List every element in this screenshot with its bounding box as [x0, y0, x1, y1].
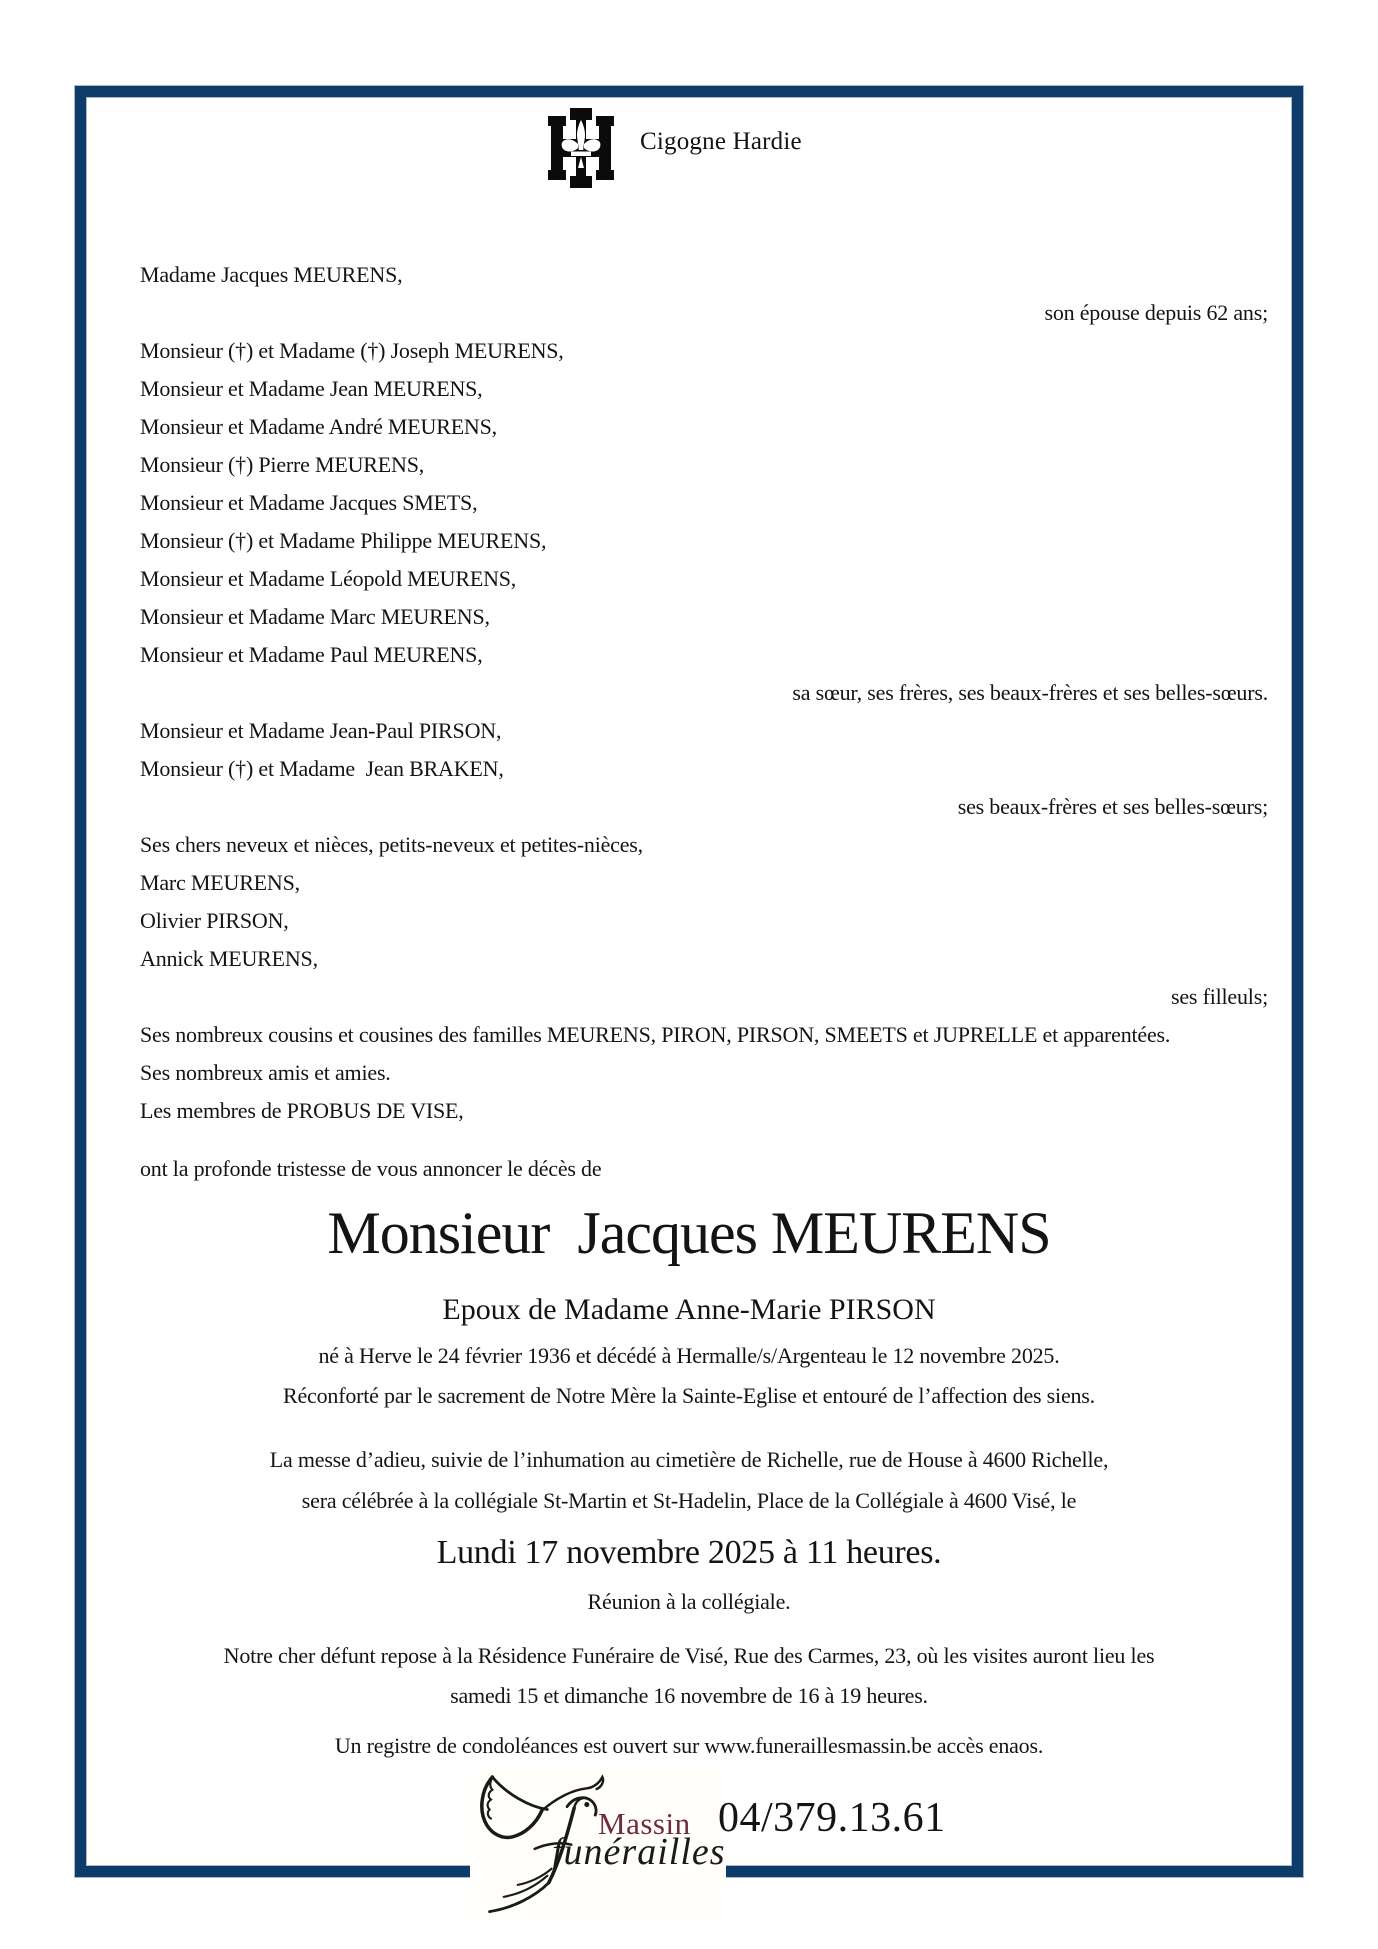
- family-line: Monsieur et Madame Jacques SMETS,: [140, 490, 478, 515]
- family-line: Monsieur et Madame André MEURENS,: [140, 414, 497, 439]
- family-line: Marc MEURENS,: [140, 870, 300, 895]
- family-line: Monsieur et Madame Jean-Paul PIRSON,: [140, 718, 502, 743]
- ceremony-line-1: La messe d’adieu, suivie de l’inhumation au cimetière de Richelle, rue de House à 4600 Richelle,: [269, 1447, 1109, 1472]
- family-line: Monsieur et Madame Paul MEURENS,: [140, 642, 483, 667]
- family-line: Monsieur et Madame Jean MEURENS,: [140, 376, 483, 401]
- birth-death-line: né à Herve le 24 février 1936 et décédé à Hermalle/s/Argenteau le 12 novembre 2025.: [318, 1343, 1060, 1368]
- family-line: ses beaux-frères et ses belles-sœurs;: [957, 794, 1268, 819]
- deceased-name: Monsieur Jacques MEURENS: [327, 1200, 1051, 1266]
- family-line: Monsieur (†) Pierre MEURENS,: [140, 452, 425, 477]
- ceremony-line-2: sera célébrée à la collégiale St-Martin et St-Hadelin, Place de la Collégiale à 4600 Visé, le: [301, 1488, 1077, 1513]
- family-line: Monsieur (†) et Madame (†) Joseph MEURENS,: [140, 338, 564, 363]
- family-list: [140, 256, 1268, 1130]
- family-line: Annick MEURENS,: [140, 946, 318, 971]
- spouse-line: Epoux de Madame Anne-Marie PIRSON: [442, 1293, 936, 1326]
- family-line: Monsieur et Madame Marc MEURENS,: [140, 604, 490, 629]
- family-line: Ses nombreux amis et amies.: [140, 1060, 391, 1085]
- announcement-intro: ont la profonde tristesse de vous annoncer le décès de: [140, 1156, 602, 1181]
- family-line: son épouse depuis 62 ans;: [1044, 300, 1268, 325]
- family-line: Monsieur (†) et Madame Jean BRAKEN,: [140, 756, 504, 781]
- family-line: Monsieur et Madame Léopold MEURENS,: [140, 566, 517, 591]
- family-line: Ses chers neveux et nièces, petits-neveux et petites-nièces,: [140, 832, 643, 857]
- phone-number: 04/379.13.61: [718, 1795, 946, 1841]
- family-line: Olivier PIRSON,: [140, 908, 289, 933]
- comfort-line: Réconforté par le sacrement de Notre Mère la Sainte-Eglise et entouré de l’affection des siens.: [283, 1383, 1095, 1408]
- visitation-line-1: Notre cher défunt repose à la Résidence Funéraire de Visé, Rue des Carmes, 23, où les visites auront lieu les: [223, 1643, 1155, 1668]
- family-line: Madame Jacques MEURENS,: [140, 262, 403, 287]
- family-line: Monsieur (†) et Madame Philippe MEURENS,: [140, 528, 547, 553]
- register-line: Un registre de condoléances est ouvert sur www.funeraillesmassin.be accès enaos.: [334, 1733, 1044, 1758]
- funeral-home-logo: [470, 1768, 726, 1918]
- ceremony-datetime: Lundi 17 novembre 2025 à 11 heures.: [436, 1534, 942, 1571]
- funeral-home-type: funérailles: [552, 1831, 726, 1873]
- cigogne-hardie-monogram-icon: [545, 108, 617, 188]
- family-line: Ses nombreux cousins et cousines des familles MEURENS, PIRON, PIRSON, SMEETS et JUPRELLE et apparentées.: [140, 1022, 1171, 1047]
- family-line: Les membres de PROBUS DE VISE,: [140, 1098, 464, 1123]
- family-line: sa sœur, ses frères, ses beaux-frères et ses belles-sœurs.: [792, 680, 1268, 705]
- visitation-line-2: samedi 15 et dimanche 16 novembre de 16 à 19 heures.: [450, 1683, 928, 1708]
- brand-name: Cigogne Hardie: [640, 128, 802, 155]
- meeting-line: Réunion à la collégiale.: [587, 1589, 791, 1614]
- family-line: ses filleuls;: [1170, 984, 1268, 1009]
- funeral-home-name: Massin: [598, 1806, 691, 1841]
